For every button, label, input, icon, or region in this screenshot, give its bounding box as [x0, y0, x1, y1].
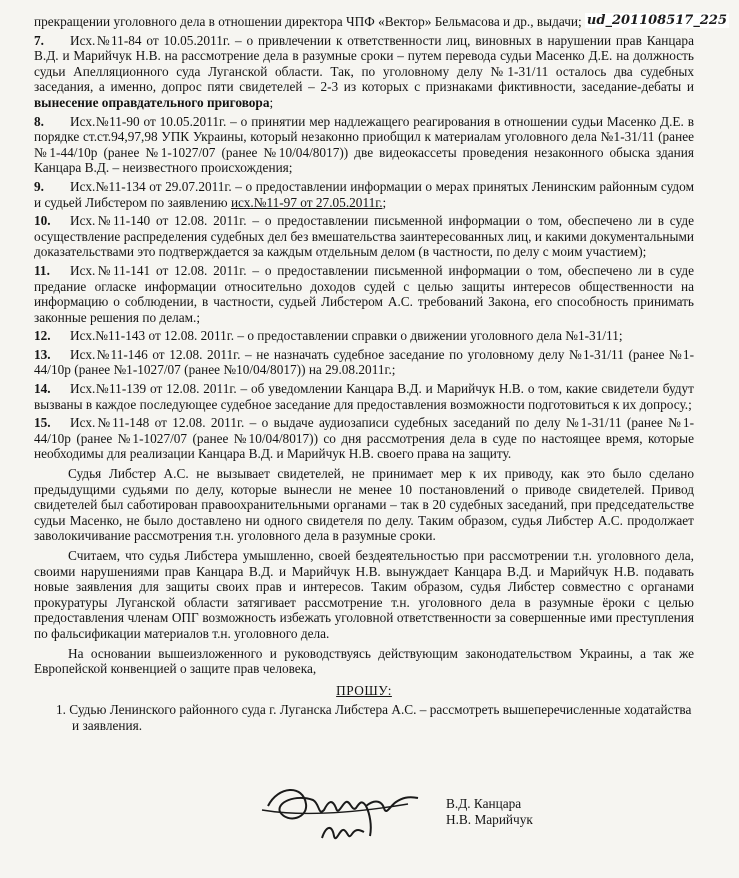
- intro-line: прекращении уголовного дела в отношении директора ЧПФ «Вектор» Бельмасова и др., выдачи;: [34, 14, 582, 29]
- item-number: 8.: [34, 113, 44, 129]
- item-text: Исх.№11-134 от 29.07.2011г. – о предоставлении информации о мерах принятых Ленинским районным судом и судьей Либстером по заявлению: [34, 178, 694, 210]
- item-text: Исх.№11-140 от 12.08. 2011г. – о предоставлении письменной информации о том, обеспечено ли в суде осуществление распределения судебных дел без вмешательства заинтересованных лиц, и какими документальными доказательствами это подтверждается за каждым отдельным делом (в частности, по делу с моим участием);: [34, 213, 694, 260]
- item-number: 10.: [34, 213, 51, 229]
- signer-2: Н.В. Марийчук: [446, 812, 533, 827]
- request-heading: ПРОШУ:: [336, 682, 392, 698]
- item-tail: ;: [269, 94, 274, 110]
- list-item: [34, 415, 694, 462]
- signer-1: В.Д. Канцара: [446, 796, 522, 811]
- list-item: [34, 328, 694, 344]
- list-item: [34, 347, 694, 378]
- item-text: Исх.№11-143 от 12.08. 2011г. – о предоставлении справки о движении уголовного дела №1-31/11;: [70, 328, 623, 344]
- document-id-label: ud_201108517_225: [586, 13, 727, 28]
- list-item: [34, 114, 694, 176]
- item-text: Исх.№11-141 от 12.08. 2011г. – о предоставлении письменной информации о том, обеспечено ли в суде предание огласке информации относительно доходов судей с целью защиты интересов общественности на информацию о соблюдении, в частности, судьей Либстером А.С. требований Закона, его способность принимать законные решения по делам.;: [34, 262, 694, 325]
- item-text: Исх.№11-90 от 10.05.2011г. – о принятии мер надлежащего реагирования в отношении судьи Масенко Д.Е. в порядке ст.ст.94,97,98 УПК Украины, который незаконно приобщил к материалам уголовного дела №1-31/11 (ранее №1-44/10р (ранее №1-1027/07 (ранее №10/04/8017)) две видеокассеты проведения незаконного обыска здания Канцара В.Д. – неизвестного происхождения;: [34, 113, 694, 176]
- document-body: [34, 14, 694, 734]
- second-signature-image: [318, 818, 368, 846]
- list-item: [34, 263, 694, 325]
- paragraph-1: Судья Либстер А.С. не вызывает свидетелей, не принимает мер к их приводу, как это было сделано предыдущими судьями по делу, которые вынесли не менее 10 постановлений о приводе свидетелей. Привод свидетелей был саботирован правоохранительными органами – так в 20 судебных заседаний, при председательстве судьи Масенко, не было доставлено ни одного свидетеля по делу. Таким образом, судья Либстер А.С. продолжает заволокичивание рассмотрения т.н. уголовного дела в разумные сроки.: [34, 466, 694, 544]
- list-item: [34, 381, 694, 412]
- item-text: Исх.№11-148 от 12.08. 2011г. – о выдаче аудиозаписи судебных заседаний по делу №1-31/11 (ранее №1-44/10р (ранее №1-1027/07 (ранее №10/04/8017)) со дня рассмотрения дела в суде по настоящее время, которые необходимы для реализации Канцара В.Д. и Марийчук Н.В. своего права на защиту.: [34, 415, 694, 462]
- item-number: 13.: [34, 346, 51, 362]
- item-text: Исх.№11-146 от 12.08. 2011г. – не назначать судебное заседание по уголовному делу №1-31/11 (ранее №1-44/10р (ранее №1-1027/07 (ранее №10/04/8017)) на 29.08.2011г.;: [34, 346, 694, 378]
- item-number: 9.: [34, 178, 44, 194]
- list-item: [34, 33, 694, 111]
- item-tail: ;: [382, 194, 387, 210]
- paragraph-3: На основании вышеизложенного и руководствуясь действующим законодательством Украины, а так же Европейской конвенцией о защите прав человека,: [34, 645, 694, 677]
- item-text: Исх.№11-84 от 10.05.2011г. – о привлечении к ответственности лиц, виновных в нарушении прав Канцара В.Д. и Марийчук Н.В. на рассмотрение дела в разумные сроки – путем перевода судьи Масенко Д.Е. на должность судьи Апелляционного суда Луганской области. Так, по уголовному делу №1-31/11 осталось два судебных заседания, а именно, допрос пяти свидетелей – 2-3 из которых с признаками фиктивности, заседание-дебаты и: [34, 32, 694, 95]
- item-bold-text: вынесение оправдательного приговора: [34, 94, 270, 110]
- item-number: 11.: [34, 262, 50, 278]
- list-item: [34, 179, 694, 210]
- list-item: [34, 213, 694, 260]
- item-number: 12.: [34, 328, 51, 344]
- paragraph-2: Считаем, что судья Либстера умышленно, своей бездеятельностью при рассмотрении т.н. уголовного дела, своими нарушениями прав Канцара В.Д. и Марийчук Н.В. вынуждает Канцара В.Д. и Марийчук Н.В. подавать новые заявления для защиты своих прав и интересов. Таким образом, судья Либстер совместно с органами прокуратуры Луганской области затягивает рассмотрение т.н. уголовного дела в разумные ёроки с целью предоставления членам ОПГ возможность избежать уголовной ответственности за совершенные ими преступления по фальсификации материалов т.н. уголовного дела.: [34, 548, 694, 641]
- item-number: 15.: [34, 415, 51, 431]
- request-item: 1. Судью Ленинского районного суда г. Луганска Либстера А.С. – рассмотреть вышеперечисленные ходатайства и заявления.: [56, 702, 692, 733]
- item-number: 7.: [34, 32, 44, 48]
- item-number: 14.: [34, 381, 51, 397]
- items-list: [34, 33, 694, 462]
- item-underlined-ref: исх.№11-97 от 27.05.2011г.: [230, 194, 383, 210]
- signers-block: [446, 796, 533, 828]
- item-text: Исх.№11-139 от 12.08. 2011г. – об уведомлении Канцара В.Д. и Марийчук Н.В. о том, какие свидетели будут вызваны в каждое последующее судебное заседание для предоставления возможности подготовиться к их допросу.;: [34, 381, 694, 412]
